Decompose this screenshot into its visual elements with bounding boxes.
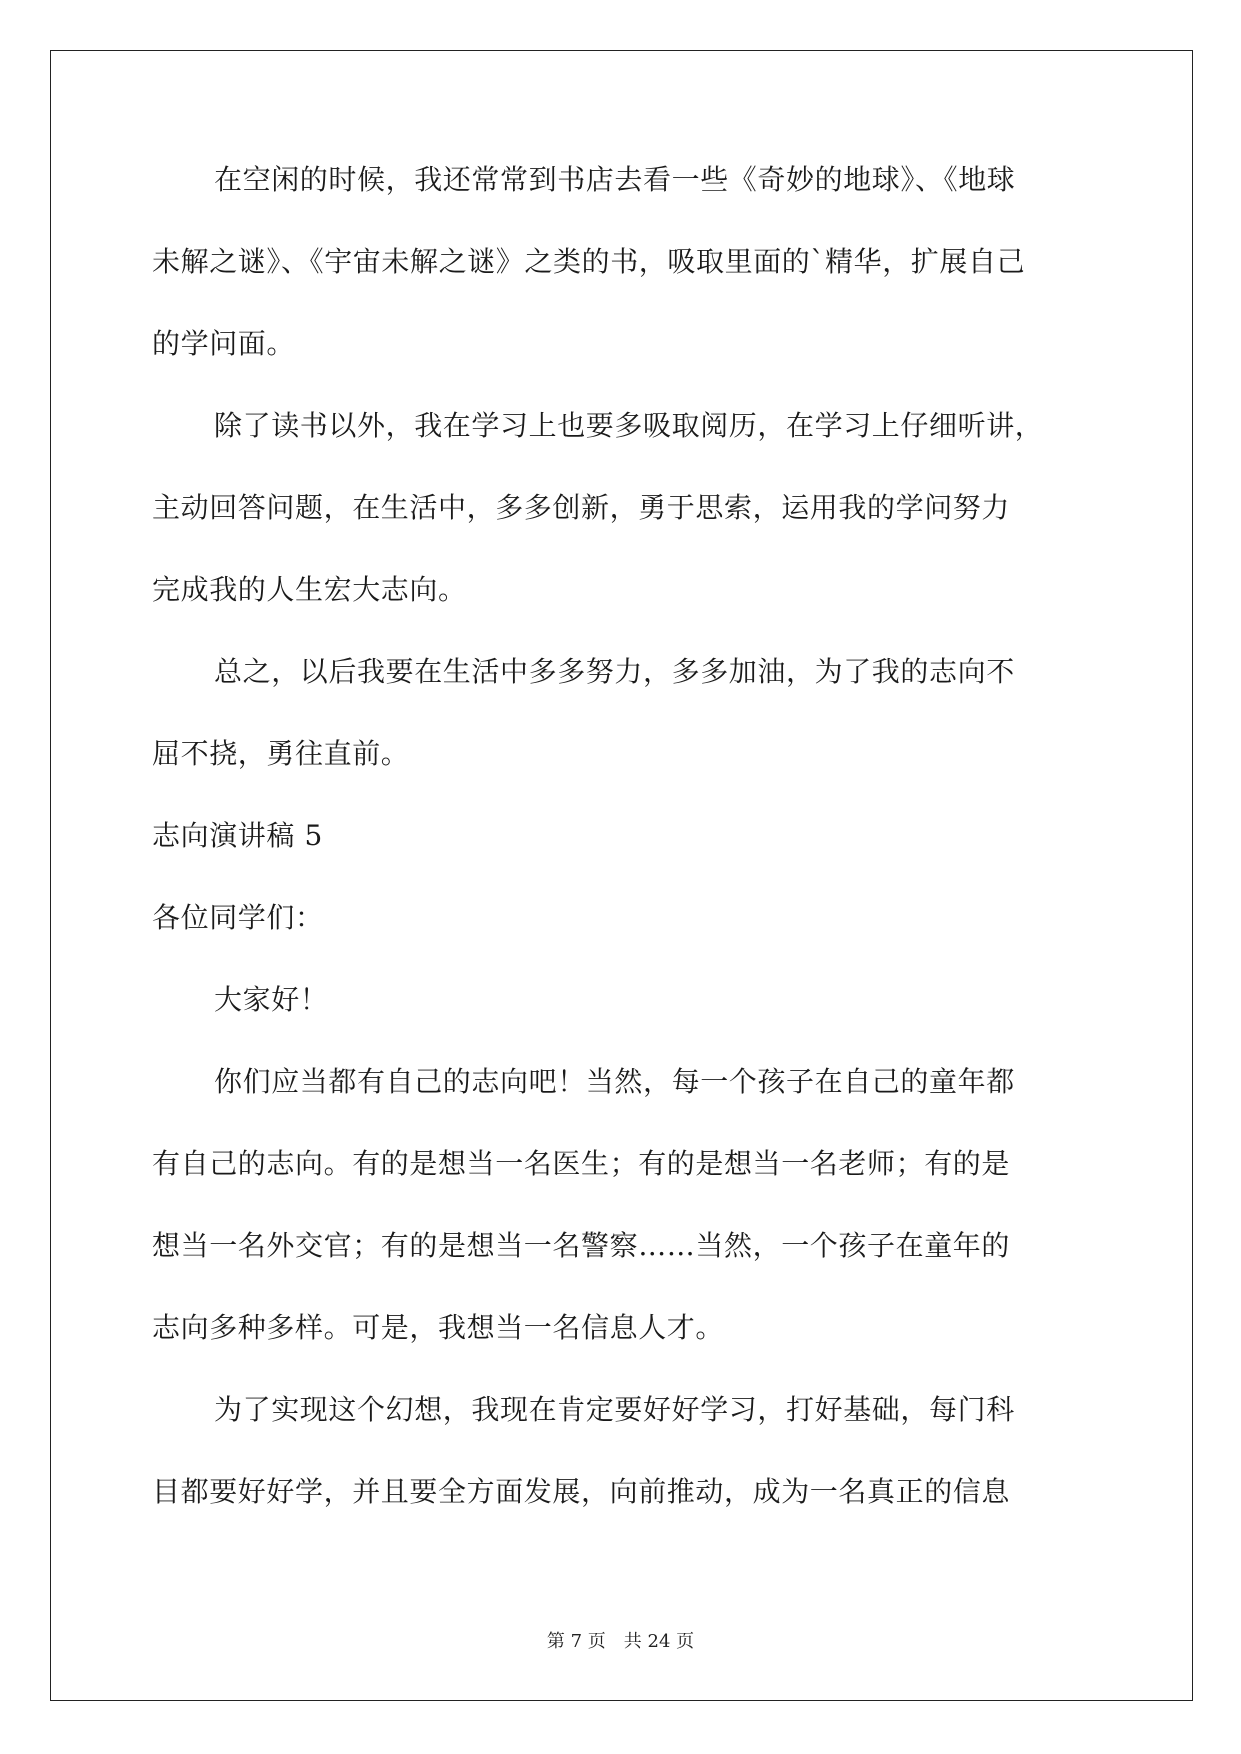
paragraph-line: 总之，以后我要在生活中多多努力，多多加油，为了我的志向不 xyxy=(214,655,1015,688)
section-heading: 志向演讲稿 5 xyxy=(152,819,323,852)
page-number: 第 7 页 共 24 页 xyxy=(546,1631,695,1652)
paragraph-line: 你们应当都有自己的志向吧！当然，每一个孩子在自己的童年都 xyxy=(214,1065,1015,1098)
paragraph-line: 目都要好好学，并且要全方面发展，向前推动，成为一名真正的信息 xyxy=(152,1475,1011,1508)
paragraph-line: 在空闲的时候，我还常常到书店去看一些《奇妙的地球》、《地球 xyxy=(214,163,1016,196)
greeting: 大家好！ xyxy=(214,983,329,1016)
paragraph-line: 有自己的志向。有的是想当一名医生；有的是想当一名老师；有的是 xyxy=(152,1147,1011,1180)
paragraph-line: 除了读书以外，我在学习上也要多吸取阅历，在学习上仔细听讲， xyxy=(214,409,1044,442)
salutation: 各位同学们： xyxy=(152,901,324,934)
page-border xyxy=(50,50,1193,1701)
paragraph-line: 完成我的人生宏大志向。 xyxy=(152,573,467,606)
paragraph-line: 志向多种多样。可是，我想当一名信息人才。 xyxy=(152,1311,725,1344)
paragraph-line: 的学问面。 xyxy=(152,327,296,360)
paragraph-line: 想当一名外交官；有的是想当一名警察……当然，一个孩子在童年的 xyxy=(152,1229,1011,1262)
paragraph-line: 主动回答问题，在生活中，多多创新，勇于思索，运用我的学问努力 xyxy=(152,491,1011,524)
paragraph-line: 屈不挠，勇往直前。 xyxy=(152,737,410,770)
paragraph-line: 未解之谜》、《宇宙未解之谜》之类的书，吸取里面的`精华，扩展自己 xyxy=(152,245,1026,278)
paragraph-line: 为了实现这个幻想，我现在肯定要好好学习，打好基础，每门科 xyxy=(214,1393,1015,1426)
